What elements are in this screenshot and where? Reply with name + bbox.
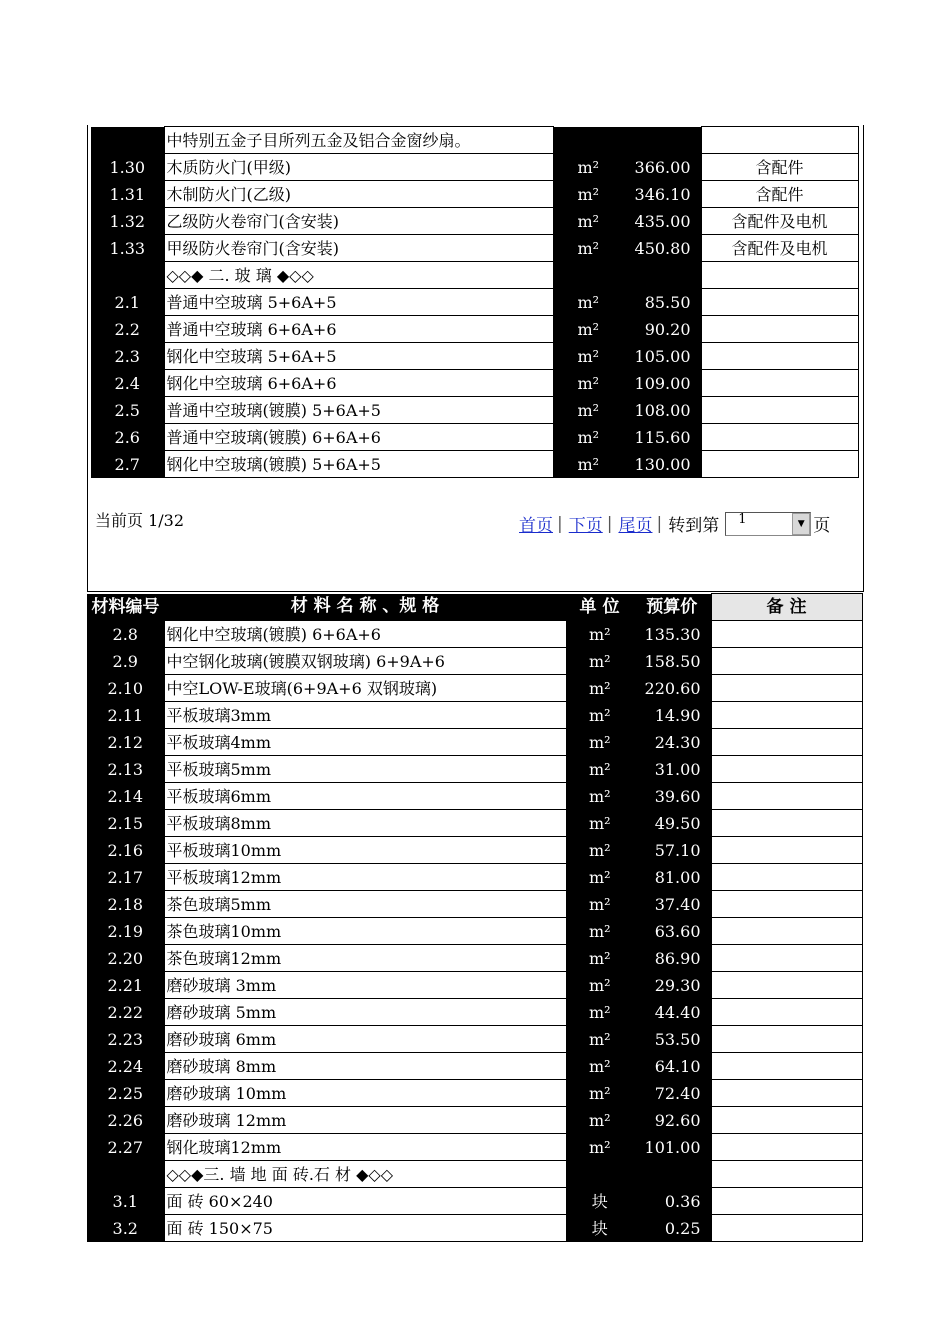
header-name: 材 料 名 称 、规 格 xyxy=(164,594,566,621)
cell-note xyxy=(711,1134,862,1161)
chevron-down-icon[interactable]: ▼ xyxy=(792,513,810,535)
table-header-row xyxy=(87,594,862,621)
table-row xyxy=(87,945,862,972)
cell-note: 含配件 xyxy=(701,181,858,208)
table-row xyxy=(91,370,858,397)
cell-unit: m² xyxy=(553,424,623,451)
cell-note: 含配件及电机 xyxy=(701,235,858,262)
cell-name: 磨砂玻璃 3mm xyxy=(164,972,566,999)
cell-unit: m² xyxy=(566,1080,633,1107)
table-row xyxy=(87,621,862,648)
cell-note xyxy=(711,1080,862,1107)
cell-price: 101.00 xyxy=(633,1134,711,1161)
cell-code: 2.3 xyxy=(91,343,164,370)
cell-name: 钢化中空玻璃(镀膜) 5+6A+5 xyxy=(164,451,553,478)
cell-unit xyxy=(566,1161,633,1188)
cell-unit xyxy=(553,262,623,289)
cell-name: 钢化中空玻璃 5+6A+5 xyxy=(164,343,553,370)
cell-price: 109.00 xyxy=(623,370,701,397)
table-row xyxy=(87,1134,862,1161)
cell-price: 86.90 xyxy=(633,945,711,972)
header-code: 材料编号 xyxy=(87,594,164,621)
cell-price: 366.00 xyxy=(623,154,701,181)
cell-unit: m² xyxy=(553,370,623,397)
cell-price: 108.00 xyxy=(623,397,701,424)
cell-name: 磨砂玻璃 12mm xyxy=(164,1107,566,1134)
table-row xyxy=(91,154,858,181)
cell-name: 中空钢化玻璃(镀膜双钢玻璃) 6+9A+6 xyxy=(164,648,566,675)
cell-price: 85.50 xyxy=(623,289,701,316)
cell-note xyxy=(701,127,858,154)
cell-unit: m² xyxy=(566,837,633,864)
cell-note xyxy=(701,262,858,289)
cell-note xyxy=(711,972,862,999)
table-row xyxy=(91,235,858,262)
cell-name: 中空LOW-E玻璃(6+9A+6 双钢玻璃) xyxy=(164,675,566,702)
cell-unit xyxy=(553,127,623,154)
cell-price: 450.80 xyxy=(623,235,701,262)
table-row xyxy=(87,891,862,918)
table-row xyxy=(91,397,858,424)
cell-unit: m² xyxy=(553,154,623,181)
cell-unit: m² xyxy=(566,972,633,999)
page-suffix-label: 页 xyxy=(813,516,831,536)
table-row xyxy=(87,1215,862,1242)
cell-name: 中特别五金子目所列五金及铝合金窗纱扇。 xyxy=(164,127,553,154)
header-price: 预算价 xyxy=(633,594,711,621)
cell-unit: m² xyxy=(553,397,623,424)
cell-code: 2.8 xyxy=(87,621,164,648)
cell-unit: m² xyxy=(566,945,633,972)
cell-code: 2.14 xyxy=(87,783,164,810)
table-row xyxy=(87,972,862,999)
cell-unit: m² xyxy=(553,451,623,478)
cell-code: 2.5 xyxy=(91,397,164,424)
cell-name: 茶色玻璃10mm xyxy=(164,918,566,945)
cell-name: 普通中空玻璃(镀膜) 6+6A+6 xyxy=(164,424,553,451)
cell-unit: m² xyxy=(553,289,623,316)
cell-price xyxy=(623,127,701,154)
cell-price: 90.20 xyxy=(623,316,701,343)
cell-name: 面 砖 60×240 xyxy=(164,1188,566,1215)
cell-code: 2.10 xyxy=(87,675,164,702)
cell-note xyxy=(711,837,862,864)
table-row xyxy=(87,675,862,702)
goto-label: 转到第 xyxy=(668,516,720,536)
cell-code: 1.33 xyxy=(91,235,164,262)
table-row xyxy=(87,864,862,891)
cell-unit: m² xyxy=(566,648,633,675)
cell-note xyxy=(711,1161,862,1188)
cell-price: 31.00 xyxy=(633,756,711,783)
cell-name: ◇◇◆三. 墙 地 面 砖.石 材 ◆◇◇ xyxy=(164,1161,566,1188)
table-row xyxy=(87,1107,862,1134)
cell-note xyxy=(711,702,862,729)
cell-note xyxy=(711,621,862,648)
cell-name: 乙级防火卷帘门(含安装) xyxy=(164,208,553,235)
table-row xyxy=(87,1188,862,1215)
cell-price: 37.40 xyxy=(633,891,711,918)
cell-note: 含配件及电机 xyxy=(701,208,858,235)
cell-note xyxy=(711,648,862,675)
cell-note xyxy=(711,675,862,702)
table-row xyxy=(87,1080,862,1107)
cell-name: 平板玻璃10mm xyxy=(164,837,566,864)
page-select[interactable] xyxy=(725,512,811,536)
cell-unit: m² xyxy=(566,1134,633,1161)
cell-code: 1.31 xyxy=(91,181,164,208)
table-row xyxy=(87,999,862,1026)
cell-name: 平板玻璃5mm xyxy=(164,756,566,783)
table-row xyxy=(87,918,862,945)
pager-separator: | xyxy=(656,513,663,534)
table-row xyxy=(91,208,858,235)
cell-code: 3.1 xyxy=(87,1188,164,1215)
cell-code xyxy=(87,1161,164,1188)
pager-separator: | xyxy=(606,513,613,534)
table-row xyxy=(91,181,858,208)
cell-unit: m² xyxy=(566,675,633,702)
cell-code: 2.9 xyxy=(87,648,164,675)
cell-note xyxy=(711,1053,862,1080)
cell-code: 2.11 xyxy=(87,702,164,729)
cell-unit: m² xyxy=(553,343,623,370)
next-page-link[interactable]: 下页 xyxy=(568,516,603,536)
cell-note xyxy=(701,424,858,451)
cell-code: 2.15 xyxy=(87,810,164,837)
cell-name: 磨砂玻璃 10mm xyxy=(164,1080,566,1107)
table-row xyxy=(91,343,858,370)
cell-price: 72.40 xyxy=(633,1080,711,1107)
cell-note xyxy=(701,370,858,397)
cell-price: 0.25 xyxy=(633,1215,711,1242)
cell-code xyxy=(91,262,164,289)
page-select-value: 1 xyxy=(738,511,747,527)
cell-name: 普通中空玻璃 6+6A+6 xyxy=(164,316,553,343)
cell-price: 0.36 xyxy=(633,1188,711,1215)
cell-unit: m² xyxy=(566,783,633,810)
cell-price: 158.50 xyxy=(633,648,711,675)
cell-note xyxy=(711,810,862,837)
pager-separator: | xyxy=(557,513,563,534)
cell-price: 63.60 xyxy=(633,918,711,945)
cell-name: 平板玻璃4mm xyxy=(164,729,566,756)
cell-code: 2.7 xyxy=(91,451,164,478)
table-row xyxy=(87,1026,862,1053)
cell-code: 2.13 xyxy=(87,756,164,783)
header-note: 备 注 xyxy=(711,594,862,621)
cell-code: 2.27 xyxy=(87,1134,164,1161)
cell-code: 2.6 xyxy=(91,424,164,451)
cell-unit: m² xyxy=(566,810,633,837)
table-row xyxy=(91,316,858,343)
cell-note xyxy=(701,451,858,478)
cell-note xyxy=(711,891,862,918)
cell-code: 2.26 xyxy=(87,1107,164,1134)
cell-note xyxy=(711,918,862,945)
cell-unit: m² xyxy=(553,181,623,208)
cell-unit: m² xyxy=(566,1026,633,1053)
cell-note xyxy=(711,1188,862,1215)
cell-price: 130.00 xyxy=(623,451,701,478)
cell-price xyxy=(633,1161,711,1188)
cell-note xyxy=(701,397,858,424)
table-row xyxy=(87,1053,862,1080)
first-page-link[interactable]: 首页 xyxy=(519,516,553,536)
cell-note xyxy=(711,756,862,783)
price-table-bottom xyxy=(87,593,863,1242)
cell-code: 2.20 xyxy=(87,945,164,972)
cell-unit: m² xyxy=(566,918,633,945)
cell-note xyxy=(711,1107,862,1134)
pager xyxy=(519,511,830,536)
cell-price: 220.60 xyxy=(633,675,711,702)
cell-price: 105.00 xyxy=(623,343,701,370)
table-row xyxy=(87,783,862,810)
cell-name: 甲级防火卷帘门(含安装) xyxy=(164,235,553,262)
price-table-top xyxy=(91,126,859,478)
cell-name: 磨砂玻璃 8mm xyxy=(164,1053,566,1080)
cell-code: 2.17 xyxy=(87,864,164,891)
table-row xyxy=(87,1161,862,1188)
cell-unit: m² xyxy=(553,316,623,343)
cell-code: 2.2 xyxy=(91,316,164,343)
cell-code: 2.23 xyxy=(87,1026,164,1053)
cell-code: 2.1 xyxy=(91,289,164,316)
table-row xyxy=(91,424,858,451)
cell-name: 钢化中空玻璃(镀膜) 6+6A+6 xyxy=(164,621,566,648)
table-row xyxy=(87,837,862,864)
cell-note xyxy=(711,999,862,1026)
cell-name: 钢化玻璃12mm xyxy=(164,1134,566,1161)
cell-price: 14.90 xyxy=(633,702,711,729)
cell-name: 木质防火门(甲级) xyxy=(164,154,553,181)
cell-price: 81.00 xyxy=(633,864,711,891)
cell-unit: m² xyxy=(553,235,623,262)
cell-unit: m² xyxy=(566,729,633,756)
cell-price: 49.50 xyxy=(633,810,711,837)
cell-price: 346.10 xyxy=(623,181,701,208)
cell-price: 64.10 xyxy=(633,1053,711,1080)
cell-unit: m² xyxy=(566,864,633,891)
cell-name: 磨砂玻璃 5mm xyxy=(164,999,566,1026)
cell-note xyxy=(701,316,858,343)
cell-code: 2.24 xyxy=(87,1053,164,1080)
cell-price: 435.00 xyxy=(623,208,701,235)
current-page-label: 当前页 1/32 xyxy=(95,511,185,530)
cell-note xyxy=(711,783,862,810)
cell-note xyxy=(711,1026,862,1053)
cell-name: 平板玻璃6mm xyxy=(164,783,566,810)
cell-code: 3.2 xyxy=(87,1215,164,1242)
cell-name: 磨砂玻璃 6mm xyxy=(164,1026,566,1053)
cell-name: 茶色玻璃5mm xyxy=(164,891,566,918)
cell-price: 24.30 xyxy=(633,729,711,756)
last-page-link[interactable]: 尾页 xyxy=(618,516,653,536)
cell-unit: m² xyxy=(566,1107,633,1134)
cell-unit: m² xyxy=(566,999,633,1026)
cell-note xyxy=(711,945,862,972)
cell-unit: m² xyxy=(566,1053,633,1080)
cell-price: 115.60 xyxy=(623,424,701,451)
cell-price: 29.30 xyxy=(633,972,711,999)
cell-unit: m² xyxy=(566,702,633,729)
cell-code xyxy=(91,127,164,154)
cell-unit: m² xyxy=(566,891,633,918)
table-row xyxy=(87,702,862,729)
cell-name: 平板玻璃12mm xyxy=(164,864,566,891)
cell-price: 135.30 xyxy=(633,621,711,648)
cell-price: 44.40 xyxy=(633,999,711,1026)
cell-name: 普通中空玻璃(镀膜) 5+6A+5 xyxy=(164,397,553,424)
cell-price xyxy=(623,262,701,289)
cell-code: 2.22 xyxy=(87,999,164,1026)
cell-price: 57.10 xyxy=(633,837,711,864)
cell-price: 39.60 xyxy=(633,783,711,810)
table-row xyxy=(91,262,858,289)
cell-code: 2.18 xyxy=(87,891,164,918)
cell-note: 含配件 xyxy=(701,154,858,181)
cell-name: 面 砖 150×75 xyxy=(164,1215,566,1242)
cell-name: 平板玻璃8mm xyxy=(164,810,566,837)
cell-code: 2.21 xyxy=(87,972,164,999)
table-row xyxy=(87,810,862,837)
cell-unit: m² xyxy=(566,621,633,648)
cell-unit: m² xyxy=(566,756,633,783)
cell-name: ◇◇◆ 二. 玻 璃 ◆◇◇ xyxy=(164,262,553,289)
cell-note xyxy=(701,343,858,370)
cell-name: 普通中空玻璃 5+6A+5 xyxy=(164,289,553,316)
cell-name: 平板玻璃3mm xyxy=(164,702,566,729)
table-row xyxy=(91,451,858,478)
cell-code: 1.32 xyxy=(91,208,164,235)
cell-note xyxy=(711,864,862,891)
cell-unit: 块 xyxy=(566,1188,633,1215)
cell-code: 2.12 xyxy=(87,729,164,756)
cell-note xyxy=(701,289,858,316)
header-unit: 单 位 xyxy=(566,594,633,621)
cell-code: 1.30 xyxy=(91,154,164,181)
table-row xyxy=(91,289,858,316)
table-row xyxy=(91,127,858,154)
cell-name: 茶色玻璃12mm xyxy=(164,945,566,972)
cell-code: 2.25 xyxy=(87,1080,164,1107)
table-row xyxy=(87,756,862,783)
cell-code: 2.19 xyxy=(87,918,164,945)
table-row xyxy=(87,648,862,675)
cell-unit: m² xyxy=(553,208,623,235)
cell-code: 2.4 xyxy=(91,370,164,397)
cell-code: 2.16 xyxy=(87,837,164,864)
cell-name: 木制防火门(乙级) xyxy=(164,181,553,208)
cell-name: 钢化中空玻璃 6+6A+6 xyxy=(164,370,553,397)
cell-note xyxy=(711,1215,862,1242)
cell-price: 53.50 xyxy=(633,1026,711,1053)
table-row xyxy=(87,729,862,756)
cell-note xyxy=(711,729,862,756)
cell-price: 92.60 xyxy=(633,1107,711,1134)
cell-unit: 块 xyxy=(566,1215,633,1242)
